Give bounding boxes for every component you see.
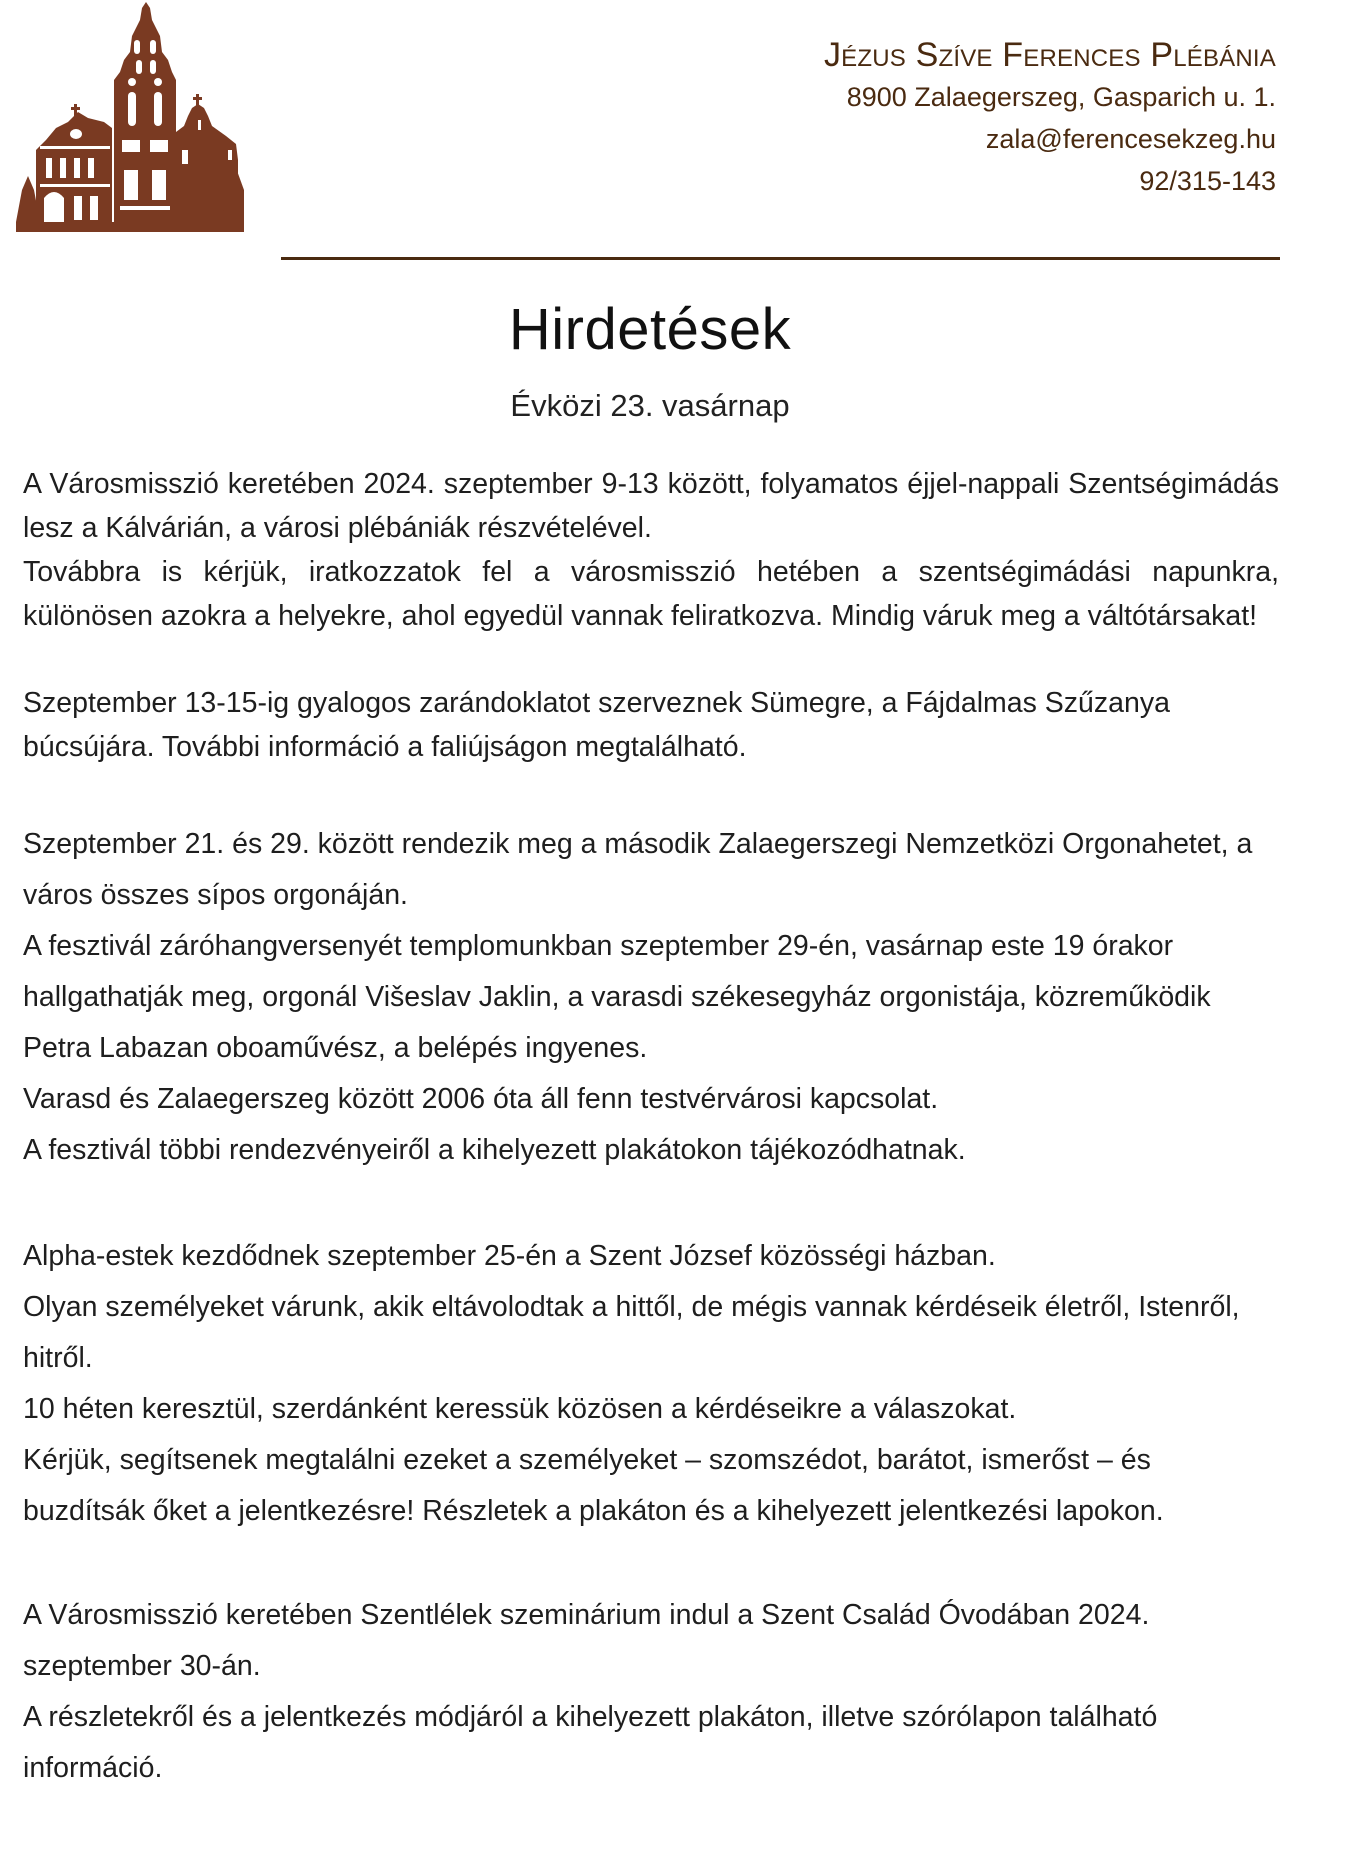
announcement-paragraph: Szeptember 13-15-ig gyalogos zarándoklatot szerveznek Sümegre, a Fájdalmas Szűzanya búcsújára. További információ a faliújságon megtalálható. bbox=[23, 687, 1170, 763]
announcement-paragraph: Varasd és Zalaegerszeg között 2006 óta áll fenn testvérvárosi kapcsolat. bbox=[23, 1083, 939, 1115]
page-title: Hirdetések bbox=[508, 297, 792, 362]
announcement-pilgrimage bbox=[23, 681, 1279, 769]
parish-contact-header bbox=[824, 34, 1276, 202]
announcement-paragraph: Alpha-estek kezdődnek szeptember 25-én a Szent József közösségi házban. bbox=[23, 1240, 996, 1272]
announcements bbox=[23, 462, 1279, 1794]
spacer bbox=[23, 638, 1279, 681]
announcement-paragraph: Olyan személyeket várunk, akik eltávolodtak a hittől, de mégis vannak kérdéseik életről, Istenről, hitről. bbox=[23, 1291, 1240, 1374]
announcement-paragraph: Továbbra is kérjük, iratkozzatok fel a városmisszió hetében a szentségimádási napunkra, különösen azokra a helyekre, ahol egyedül vannak feliratkozva. Mindig váruk meg a váltótársakat! bbox=[23, 556, 1279, 632]
spacer bbox=[23, 1176, 1279, 1231]
announcement-paragraph: A fesztivál záróhangversenyét templomunkban szeptember 29-én, vasárnap este 19 órakor hallgathatják meg, orgonál Višeslav Jaklin, a varasdi székesegyház orgonistája, közreműködik Petra Labazan oboaművész, a belépés ingyenes. bbox=[23, 930, 1211, 1064]
announcement-paragraph: 10 héten keresztül, szerdánként keressük közösen a kérdéseikre a válaszokat. bbox=[23, 1393, 1017, 1425]
announcement-paragraph: A fesztivál többi rendezvényeiről a kihelyezett plakátokon tájékozódhatnak. bbox=[23, 1134, 966, 1166]
announcement-paragraph: A Városmisszió keretében Szentlélek szeminárium indul a Szent Család Óvodában 2024. szeptember 30-án. bbox=[23, 1599, 1150, 1682]
parish-logo bbox=[16, 0, 246, 236]
page-subtitle: Évközi 23. vasárnap bbox=[510, 388, 790, 423]
parish-address: 8900 Zalaegerszeg, Gasparich u. 1. bbox=[846, 82, 1276, 112]
announcement-adoration bbox=[23, 462, 1279, 638]
spacer bbox=[23, 1537, 1279, 1590]
announcement-seminar bbox=[23, 1590, 1279, 1794]
announcement-alpha bbox=[23, 1231, 1279, 1537]
announcement-paragraph: Kérjük, segítsenek megtalálni ezeket a személyeket – szomszédot, barátot, ismerőst – és buzdítsák őket a jelentkezésre! Részletek a plakáton és a kihelyezett jelentkezési lapokon. bbox=[23, 1444, 1164, 1527]
announcement-paragraph: A részletekről és a jelentkezés módjáról a kihelyezett plakáton, illetve szórólapon található információ. bbox=[23, 1701, 1158, 1784]
spacer bbox=[23, 769, 1279, 819]
announcement-paragraph: A Városmisszió keretében 2024. szeptember 9-13 között, folyamatos éjjel-nappali Szentségimádás lesz a Kálvárián, a városi plébániák részvételével. bbox=[23, 468, 1279, 544]
header-divider bbox=[281, 257, 1280, 260]
announcement-organ-week bbox=[23, 819, 1279, 1176]
parish-email: zala@ferencesekzeg.hu bbox=[985, 124, 1276, 154]
parish-phone: 92/315-143 bbox=[1139, 166, 1276, 196]
church-building-icon bbox=[16, 0, 246, 236]
announcement-paragraph: Szeptember 21. és 29. között rendezik meg a második Zalaegerszegi Nemzetközi Orgonahetet, a város összes sípos orgonáján. bbox=[23, 828, 1253, 911]
parish-name: Jézus Szíve Ferences Plébánia bbox=[823, 36, 1276, 74]
